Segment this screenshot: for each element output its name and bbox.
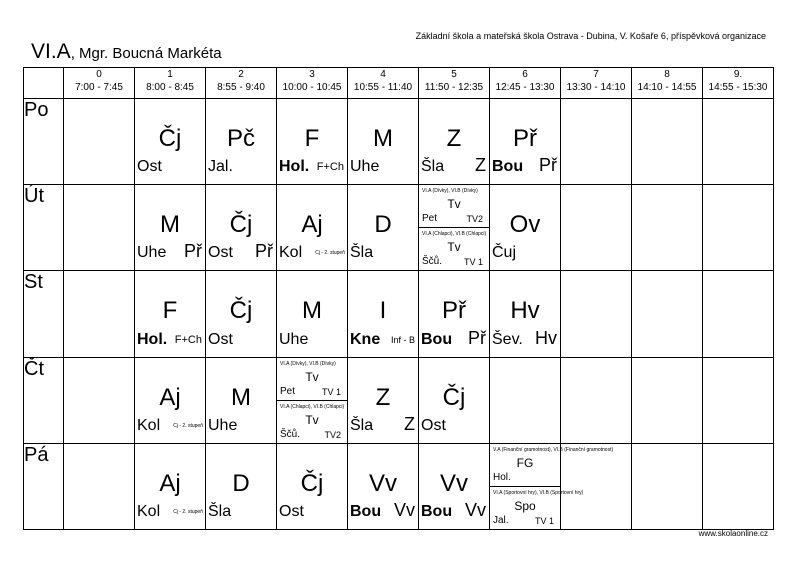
- lesson-subject: Čj: [300, 470, 324, 497]
- empty-cell: [703, 271, 774, 358]
- period-number: 0: [96, 69, 102, 80]
- period-time: 14:55 - 15:30: [708, 82, 768, 93]
- period-number: 1: [167, 69, 173, 80]
- lesson-teacher: Bou: [421, 503, 453, 520]
- lesson-cell[interactable]: [277, 358, 348, 444]
- lesson-subject: Vv: [368, 470, 397, 497]
- empty-cell: [64, 185, 135, 271]
- empty-cell: [64, 358, 135, 444]
- corner-cell: [24, 68, 64, 99]
- lesson: [206, 185, 276, 270]
- lesson-subject: Aj: [301, 211, 323, 238]
- period-header-2: [206, 68, 277, 99]
- lesson-subject: Hv: [510, 297, 540, 324]
- lesson: [206, 271, 276, 357]
- period-header-7: [561, 68, 632, 99]
- period-number: 6: [522, 69, 528, 80]
- lesson-cell[interactable]: [206, 185, 277, 271]
- lesson-group: VI.A (Dívky), VI.B (Dívky): [422, 188, 478, 194]
- lesson-subject: Čj: [158, 125, 182, 152]
- period-header-6: [490, 68, 561, 99]
- lesson-teacher: Ost: [137, 158, 162, 175]
- lesson-cell[interactable]: [419, 99, 490, 185]
- period-time: 10:55 - 11:40: [353, 82, 413, 93]
- lesson-teacher: Hol.: [493, 472, 511, 483]
- empty-cell: [703, 358, 774, 444]
- lesson: [490, 99, 560, 184]
- lesson: [490, 271, 560, 357]
- period-time: 10:00 - 10:45: [282, 82, 342, 93]
- lesson-group: VI.A (Dívky), VI.B (Dívky): [280, 361, 336, 367]
- lesson-cell[interactable]: [277, 185, 348, 271]
- lesson-subject: Čj: [229, 297, 253, 324]
- lesson-cell[interactable]: [419, 444, 490, 530]
- lesson-teacher: Kol: [137, 503, 161, 520]
- lesson: [277, 99, 347, 184]
- lesson: [135, 444, 205, 529]
- day-label: St: [24, 271, 64, 358]
- lesson-teacher: Hol.: [279, 158, 310, 175]
- lesson-teacher: Ščů.: [422, 256, 443, 267]
- lesson-teacher: Ost: [208, 331, 233, 348]
- lesson-cell[interactable]: [348, 444, 419, 530]
- school-name: Základní škola a mateřská škola Ostrava - Dubina, V. Košaře 6, příspěvková organizace: [415, 31, 766, 41]
- lesson-teacher: Ost: [279, 503, 304, 520]
- lesson-cell[interactable]: [490, 185, 561, 271]
- lesson-cell[interactable]: [277, 271, 348, 358]
- period-header-1: [135, 68, 206, 99]
- day-row-Pá: [24, 444, 774, 530]
- lesson-subject: Z: [446, 125, 462, 152]
- empty-cell: [632, 185, 703, 271]
- lesson-teacher: Pet: [422, 213, 438, 224]
- lesson-subject: F: [162, 297, 178, 324]
- lesson-teacher: Jal.: [208, 158, 233, 175]
- empty-cell: [64, 99, 135, 185]
- lesson-room: Cj - 2. stupeň: [315, 250, 345, 256]
- group-lesson[interactable]: [490, 487, 584, 529]
- lesson-cell[interactable]: [135, 99, 206, 185]
- lesson-cell[interactable]: [419, 358, 490, 444]
- empty-cell: [632, 99, 703, 185]
- lesson-teacher: Kne: [350, 331, 381, 348]
- lesson-subject: Aj: [159, 384, 181, 411]
- lesson-subject: Spo: [514, 499, 536, 513]
- group-lesson[interactable]: [419, 228, 489, 270]
- period-number: 4: [380, 69, 386, 80]
- lesson-room: F+Ch: [174, 334, 202, 346]
- lesson-room: Z: [404, 414, 415, 434]
- lesson: [206, 358, 276, 443]
- lesson-subject: D: [374, 211, 392, 238]
- lesson-room: Z: [475, 155, 486, 175]
- empty-cell: [632, 271, 703, 358]
- lesson-cell[interactable]: [419, 271, 490, 358]
- lesson-room: TV2: [324, 430, 341, 440]
- lesson-teacher: Uhe: [350, 158, 380, 175]
- empty-cell: [64, 444, 135, 530]
- lesson: [419, 99, 489, 184]
- lesson-teacher: Pet: [280, 386, 296, 397]
- period-number: 8: [664, 69, 670, 80]
- lesson-subject: Vv: [439, 470, 468, 497]
- empty-cell: [561, 444, 632, 530]
- period-time: 14:10 - 14:55: [637, 82, 697, 93]
- lesson-room: Př: [468, 328, 486, 348]
- lesson-group: VI.A (Chlapci), VI.B (Chlapci): [280, 404, 345, 410]
- period-time: 8:00 - 8:45: [146, 82, 194, 93]
- lesson-cell[interactable]: [490, 271, 561, 358]
- lesson-group: VI.A (Chlapci), VI.B (Chlapci): [422, 231, 487, 237]
- period-time: 13:30 - 14:10: [566, 82, 626, 93]
- lesson-cell[interactable]: [206, 358, 277, 444]
- lesson-room: Vv: [464, 500, 486, 520]
- lesson-room: Hv: [535, 328, 557, 348]
- empty-cell: [561, 99, 632, 185]
- lesson-cell[interactable]: [490, 444, 614, 530]
- lesson-room: Př: [184, 241, 202, 261]
- day-row-Po: [24, 99, 774, 185]
- lesson-subject: Tv: [305, 413, 319, 427]
- lesson-subject: Ov: [509, 211, 541, 238]
- class-name: VI.A: [31, 40, 71, 63]
- lesson-subject: Př: [513, 125, 537, 152]
- lesson-room: Inf - B: [390, 335, 415, 345]
- lesson-teacher: Bou: [350, 503, 382, 520]
- lesson-cell[interactable]: [206, 444, 277, 530]
- lesson-room: Cj - 2. stupeň: [173, 423, 203, 429]
- lesson-teacher: Šla: [421, 158, 445, 175]
- lesson-teacher: Bou: [492, 158, 524, 175]
- lesson-cell[interactable]: [135, 358, 206, 444]
- empty-cell: [490, 358, 561, 444]
- period-number: 3: [309, 69, 315, 80]
- group-lesson[interactable]: [490, 444, 614, 487]
- lesson-teacher: Šev.: [492, 331, 523, 348]
- lesson-room: TV 1: [463, 257, 483, 267]
- lesson-room: Cj - 2. stupeň: [173, 509, 203, 515]
- lesson: [206, 99, 276, 184]
- lesson-teacher: Jal.: [493, 515, 509, 526]
- lesson: [490, 185, 560, 270]
- lesson-subject: FG: [516, 456, 534, 470]
- lesson-subject: Př: [442, 297, 466, 324]
- empty-cell: [703, 185, 774, 271]
- lesson-cell[interactable]: [206, 99, 277, 185]
- lesson-subject: Čj: [229, 211, 253, 238]
- day-row-Čt: [24, 358, 774, 444]
- lesson: [419, 444, 489, 529]
- group-lesson[interactable]: [277, 358, 347, 401]
- lesson-cell[interactable]: [419, 185, 490, 271]
- empty-cell: [561, 358, 632, 444]
- lesson-teacher: Uhe: [279, 331, 309, 348]
- period-time: 8:55 - 9:40: [217, 82, 265, 93]
- day-label: Pá: [24, 444, 64, 530]
- page-title: VI.A, Mgr. Boucná Markéta: [31, 40, 222, 63]
- period-time: 11:50 - 12:35: [424, 82, 484, 93]
- lesson-subject: Tv: [305, 370, 319, 384]
- lesson-cell[interactable]: [135, 444, 206, 530]
- lesson-teacher: Kol: [279, 244, 303, 261]
- empty-cell: [561, 271, 632, 358]
- group-lesson[interactable]: [419, 185, 489, 228]
- lesson-teacher: Čuj: [492, 244, 517, 261]
- timetable: [23, 67, 774, 530]
- period-time: 12:45 - 13:30: [495, 82, 555, 93]
- lesson-cell[interactable]: [490, 99, 561, 185]
- lesson-subject: I: [379, 297, 387, 324]
- lesson: [419, 271, 489, 357]
- empty-cell: [64, 271, 135, 358]
- lesson-subject: M: [231, 384, 251, 411]
- lesson-room: TV 1: [534, 516, 554, 526]
- empty-cell: [703, 99, 774, 185]
- lesson-teacher: Ščů.: [280, 429, 301, 440]
- lesson-teacher: Uhe: [208, 417, 238, 434]
- lesson: [206, 444, 276, 529]
- lesson-teacher: Šla: [350, 417, 374, 434]
- lesson-cell[interactable]: [135, 185, 206, 271]
- lesson-subject: Pč: [226, 125, 255, 152]
- lesson-room: TV 1: [321, 387, 341, 397]
- empty-cell: [703, 444, 774, 530]
- period-header-row: [24, 68, 774, 99]
- lesson-room: F+Ch: [316, 161, 344, 173]
- lesson-cell[interactable]: [348, 185, 419, 271]
- empty-cell: [632, 444, 703, 530]
- lesson-subject: M: [160, 211, 180, 238]
- lesson-cell[interactable]: [348, 99, 419, 185]
- lesson-subject: Tv: [447, 240, 461, 254]
- period-header-8: [632, 68, 703, 99]
- lesson-room: Př: [255, 241, 273, 261]
- empty-cell: [561, 185, 632, 271]
- period-time: 7:00 - 7:45: [75, 82, 123, 93]
- lesson-cell[interactable]: [206, 271, 277, 358]
- lesson-teacher: Ost: [421, 417, 446, 434]
- period-header-5: [419, 68, 490, 99]
- lesson: [135, 358, 205, 443]
- lesson: [348, 444, 418, 529]
- lesson-room: TV2: [466, 214, 483, 224]
- lesson-subject: M: [302, 297, 322, 324]
- lesson-subject: Čj: [442, 384, 466, 411]
- lesson: [419, 358, 489, 443]
- lesson: [277, 444, 347, 529]
- lesson: [135, 99, 205, 184]
- period-header-0: [64, 68, 135, 99]
- lesson-cell[interactable]: [277, 444, 348, 530]
- lesson-cell[interactable]: [348, 271, 419, 358]
- lesson: [135, 271, 205, 357]
- lesson: [277, 185, 347, 270]
- period-number: 2: [238, 69, 244, 80]
- lesson-subject: D: [232, 470, 250, 497]
- lesson: [348, 358, 418, 443]
- period-number: 9.: [733, 69, 743, 80]
- lesson-room: Vv: [393, 500, 415, 520]
- lesson-cell[interactable]: [277, 99, 348, 185]
- lesson: [348, 271, 418, 357]
- period-header-9: [703, 68, 774, 99]
- group-lesson[interactable]: [277, 401, 347, 443]
- lesson: [135, 185, 205, 270]
- day-row-Út: [24, 185, 774, 271]
- lesson-teacher: Kol: [137, 417, 161, 434]
- lesson-teacher: Hol.: [137, 331, 168, 348]
- lesson-teacher: Bou: [421, 331, 453, 348]
- period-number: 7: [593, 69, 599, 80]
- period-number: 5: [451, 69, 457, 80]
- lesson-teacher: Uhe: [137, 244, 167, 261]
- lesson-subject: F: [304, 125, 320, 152]
- footer-link[interactable]: www.skolaonline.cz: [698, 529, 768, 538]
- lesson-cell[interactable]: [135, 271, 206, 358]
- lesson-teacher: Šla: [208, 503, 232, 520]
- class-teacher: Mgr. Boucná Markéta: [79, 45, 222, 62]
- lesson: [277, 271, 347, 357]
- lesson: [348, 99, 418, 184]
- day-label: Po: [24, 99, 64, 185]
- lesson-subject: M: [373, 125, 393, 152]
- lesson-cell[interactable]: [348, 358, 419, 444]
- empty-cell: [632, 358, 703, 444]
- day-row-St: [24, 271, 774, 358]
- period-header-3: [277, 68, 348, 99]
- lesson-group: V.A (Finanční gramotnost), VI.B (Finanční gramotnost): [493, 447, 614, 453]
- lesson: [348, 185, 418, 270]
- lesson-subject: Z: [375, 384, 391, 411]
- lesson-group: VI.A (Sportovní hry), VI.B (Sportovní hry): [493, 490, 584, 496]
- lesson-subject: Tv: [447, 197, 461, 211]
- lesson-teacher: Ost: [208, 244, 233, 261]
- lesson-subject: Aj: [159, 470, 181, 497]
- lesson-room: Př: [539, 155, 557, 175]
- day-label: Út: [24, 185, 64, 271]
- day-label: Čt: [24, 358, 64, 444]
- lesson-teacher: Šla: [350, 244, 374, 261]
- period-header-4: [348, 68, 419, 99]
